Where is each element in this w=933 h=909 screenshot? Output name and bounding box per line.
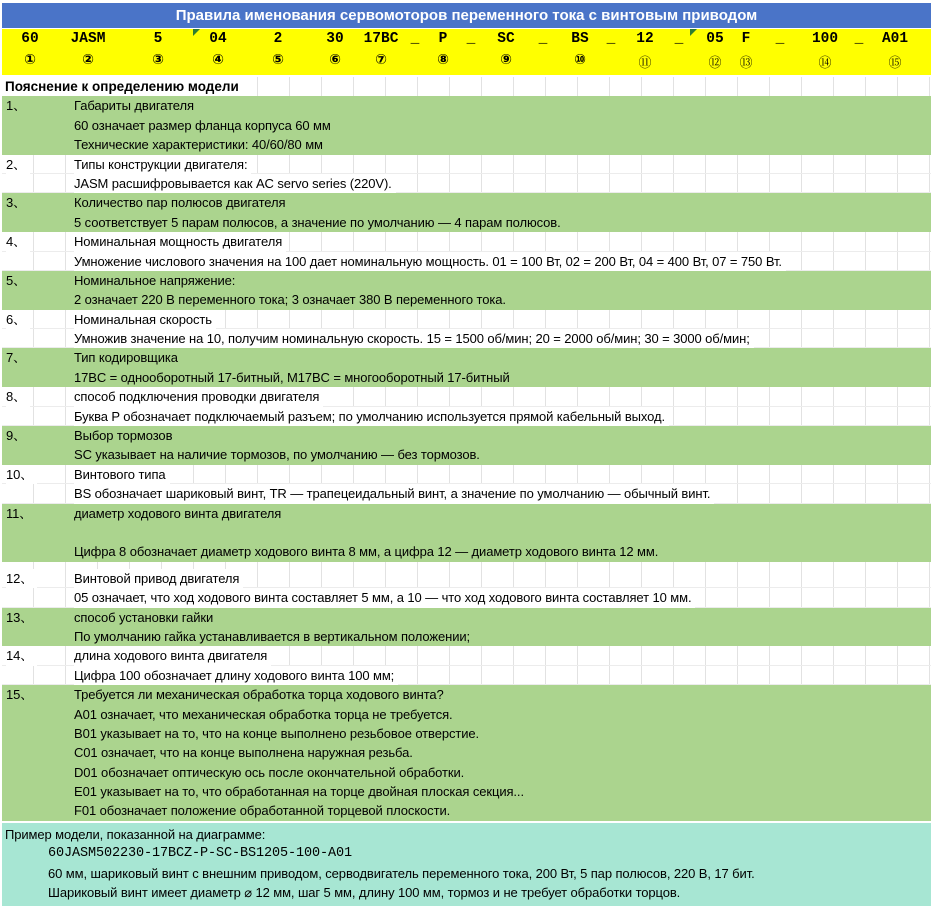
example-block: [2, 823, 931, 907]
example-header: Пример модели, показанной на диаграмме:: [5, 826, 266, 842]
row-text-line: Винтовой привод двигателя: [2, 569, 931, 588]
segment-number-badge: ②: [82, 52, 94, 68]
code-segment-2: 2: [273, 31, 283, 47]
row-text-line: Цифра 8 обозначает диаметр ходового винта 8 мм, а цифра 12 — диаметр ходового винта 12 мм.: [74, 544, 659, 560]
segment-number-badge: ⑪: [638, 56, 652, 71]
spacer-row: [2, 562, 931, 569]
segment-number-badge: ⑬: [739, 56, 753, 71]
explanation-row-6: [2, 310, 931, 349]
segment-number-badge: ⑤: [272, 52, 284, 68]
row-text-line: способ подключения проводки двигателя: [2, 387, 931, 406]
row-text-line: JASM расшифровывается как AC servo series (220V).: [2, 174, 931, 193]
code-segment-04: 04: [209, 31, 227, 47]
explanation-row-4: [2, 232, 931, 271]
separator-underscore: _: [775, 31, 785, 47]
row-text-line: Выбор тормозов: [74, 428, 173, 444]
row-number: 6、: [6, 310, 30, 329]
row-number: 12、: [6, 569, 37, 588]
row-text-line: Требуется ли механическая обработка торца ходового винта?: [74, 687, 444, 703]
segment-number-badge: ④: [212, 52, 224, 68]
segment-number-badge: ⑮: [888, 56, 902, 71]
row-text-line: Технические характеристики: 40/60/80 мм: [74, 137, 323, 153]
separator-underscore: _: [466, 31, 476, 47]
explanation-row-10: [2, 465, 931, 504]
row-number: 7、: [6, 350, 27, 366]
separator-underscore: _: [606, 31, 616, 47]
explanation-row-8: [2, 387, 931, 426]
row-text-line: длина ходового винта двигателя: [2, 646, 931, 665]
code-segment-5: 5: [153, 31, 163, 47]
row-number: 14、: [6, 646, 37, 665]
code-segment-17BC: 17BC: [363, 31, 399, 47]
separator-underscore: _: [538, 31, 548, 47]
segment-number-badge: ③: [152, 52, 164, 68]
row-text-line: D01 обозначает оптическую ось после окончательной обработки.: [74, 764, 465, 780]
code-segment-P: P: [438, 31, 448, 47]
row-number: 2、: [6, 155, 30, 174]
row-text-line: E01 указывает на то, что обработанная на торце двойная плоская секция...: [74, 784, 524, 800]
code-segment-05: 05: [706, 31, 724, 47]
row-text-line: Номинальная мощность двигателя: [2, 232, 931, 251]
explanation-row-5: [2, 271, 931, 310]
row-text-line: способ установки гайки: [74, 609, 214, 625]
row-text-line: SC указывает на наличие тормозов, по умолчанию — без тормозов.: [74, 447, 480, 463]
explanation-row-13: [2, 608, 931, 647]
code-segment-100: 100: [811, 31, 839, 47]
row-text-line: Цифра 100 обозначает длину ходового винта 100 мм;: [2, 666, 931, 685]
code-segment-SC: SC: [497, 31, 515, 47]
explanation-row-1: [2, 96, 931, 154]
row-text-line: Номинальная скорость: [2, 310, 931, 329]
row-number: 8、: [6, 387, 30, 406]
explanation-row-2: [2, 155, 931, 194]
row-number: 13、: [6, 609, 34, 625]
segment-number-badge: ⑥: [329, 52, 341, 68]
model-code-band: [2, 29, 931, 75]
explanation-row-3: [2, 193, 931, 232]
row-number: 1、: [6, 98, 27, 114]
row-text-line: Умножив значение на 10, получим номинальную скорость. 15 = 1500 об/мин; 20 = 2000 об/мин; 30 = 3000 об/мин;: [2, 329, 931, 348]
separator-underscore: _: [854, 31, 864, 47]
row-text-line: C01 означает, что на конце выполнена наружная резьба.: [74, 745, 413, 761]
row-number: 4、: [6, 232, 30, 251]
row-text-line: 2 означает 220 В переменного тока; 3 означает 380 В переменного тока.: [74, 292, 506, 308]
segment-number-badge: ⑭: [818, 56, 832, 71]
code-segment-60: 60: [21, 31, 39, 47]
segment-number-badge: ⑧: [437, 52, 449, 68]
row-text-line: BS обозначает шариковый винт, TR — трапецеидальный винт, а значение по умолчанию — обычный винт.: [2, 484, 931, 503]
segment-number-badge: ⑩: [574, 52, 586, 68]
row-text-line: Тип кодировщика: [74, 350, 178, 366]
row-text-line: Винтового типа: [2, 465, 931, 484]
explanation-row-15: [2, 685, 931, 821]
row-text-line: B01 указывает на то, что на конце выполнено резьбовое отверстие.: [74, 725, 480, 741]
row-number: 11、: [6, 505, 33, 521]
example-model-code: 60JASM502230-17BCZ-P-SC-BS1205-100-A01: [48, 846, 353, 862]
row-text-line: Умножение числового значения на 100 дает номинальную мощность. 01 = 100 Вт, 02 = 200 Вт, 04 = 400 Вт, 07 = 750 Вт.: [2, 252, 931, 271]
example-description-1: 60 мм, шариковый винт с внешним приводом, серводвигатель переменного тока, 200 Вт, 5 пар полюсов, 220 В, 17 бит.: [48, 865, 755, 881]
row-number: 3、: [6, 195, 27, 211]
segment-number-badge: ①: [24, 52, 36, 68]
row-text-line: Номинальное напряжение:: [74, 272, 236, 288]
segment-number-badge: ⑨: [500, 52, 512, 68]
explanation-row-9: [2, 426, 931, 465]
row-number: 5、: [6, 272, 27, 288]
code-segment-A01: A01: [881, 31, 909, 47]
row-text-line: 5 соответствует 5 парам полюсов, а значение по умолчанию — 4 парам полюсов.: [74, 214, 561, 230]
row-text-line: F01 обозначает положение обработанной торцевой плоскости.: [74, 803, 451, 819]
separator-underscore: _: [674, 31, 684, 47]
row-text-line: A01 означает, что механическая обработка торца не требуется.: [74, 706, 453, 722]
row-number: 9、: [6, 428, 27, 444]
row-number: 10、: [6, 465, 37, 484]
row-text-line: Количество пар полюсов двигателя: [74, 195, 286, 211]
code-segment-30: 30: [326, 31, 344, 47]
row-text-line: 17BC = однооборотный 17-битный, M17BC = многооборотный 17-битный: [74, 369, 510, 385]
explanation-row-11: [2, 504, 931, 562]
code-segment-12: 12: [636, 31, 654, 47]
section-header: [2, 77, 931, 96]
segment-number-badge: ⑫: [708, 56, 722, 71]
code-segment-JASM: JASM: [70, 31, 106, 47]
cell-error-marker-icon: [193, 29, 200, 36]
row-text-line: 05 означает, что ход ходового винта составляет 5 мм, а 10 — что ход ходового винта составляет 10 мм.: [2, 588, 931, 607]
code-segment-F: F: [741, 31, 751, 47]
row-text-line: Типы конструкции двигателя:: [2, 155, 931, 174]
section-header-label: Пояснение к определению модели: [2, 77, 243, 96]
explanation-row-12: [2, 569, 931, 608]
row-text-line: Габариты двигателя: [74, 98, 194, 114]
row-text-line: 60 означает размер фланца корпуса 60 мм: [74, 117, 331, 133]
row-text-line: По умолчанию гайка устанавливается в вертикальном положении;: [74, 628, 471, 644]
explanation-rows: [2, 96, 931, 820]
row-text-line: Буква P обозначает подключаемый разъем; по умолчанию используется прямой кабельный выход.: [2, 407, 931, 426]
row-text-line: диаметр ходового винта двигателя: [74, 505, 282, 521]
cell-error-marker-icon: [690, 29, 697, 36]
explanation-row-14: [2, 646, 931, 685]
segment-number-badge: ⑦: [375, 52, 387, 68]
separator-underscore: _: [410, 31, 420, 47]
explanation-row-7: [2, 348, 931, 387]
code-segment-BS: BS: [571, 31, 589, 47]
row-text-line: [2, 523, 931, 542]
page-title: Правила именования сервомоторов переменного тока с винтовым приводом: [2, 3, 931, 28]
row-number: 15、: [6, 687, 34, 703]
example-description-2: Шариковый винт имеет диаметр ⌀ 12 мм, шаг 5 мм, длину 100 мм, тормоз и не требует обработки торцов.: [48, 885, 681, 901]
